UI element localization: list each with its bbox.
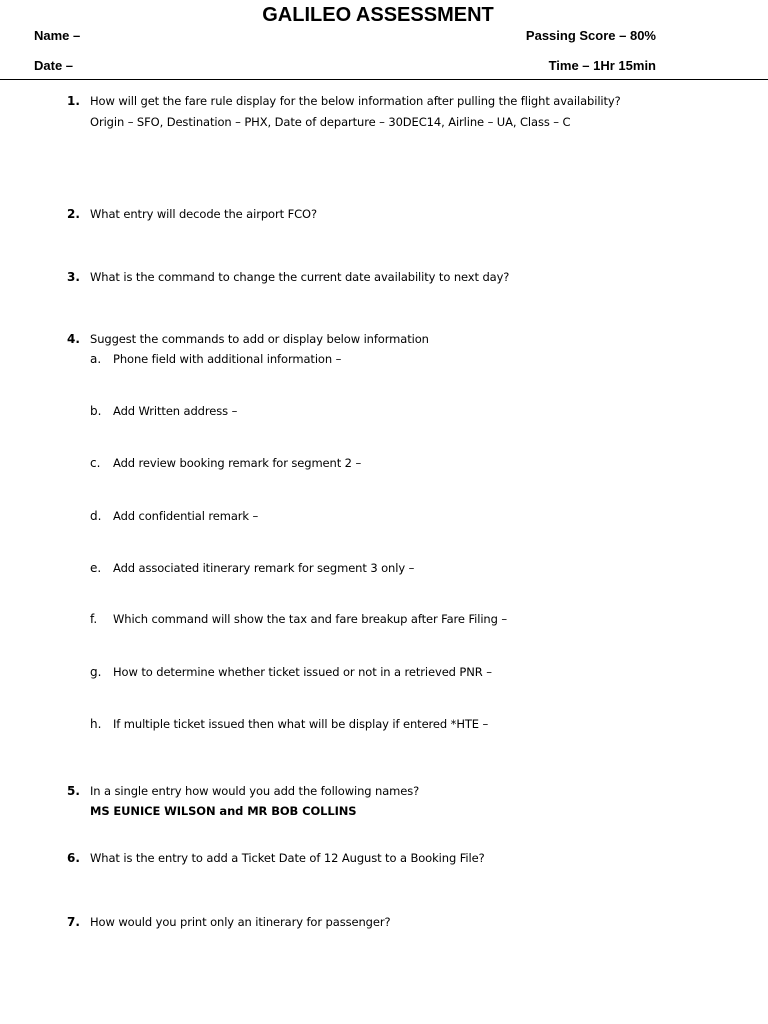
question-text: Suggest the commands to add or display below information — [90, 332, 429, 346]
question-detail: Origin – SFO, Destination – PHX, Date of departure – 30DEC14, Airline – UA, Class – C — [90, 115, 571, 129]
header-divider — [0, 79, 768, 80]
question-text: What is the command to change the current date availability to next day? — [90, 270, 510, 284]
sub-item-letter: a. — [90, 352, 102, 366]
question-text: How will get the fare rule display for the below information after pulling the flight availability? — [90, 94, 621, 108]
sub-item-text: How to determine whether ticket issued or not in a retrieved PNR – — [113, 665, 492, 679]
name-label: Name – — [34, 28, 81, 43]
sub-item-text: Add Written address – — [113, 404, 238, 418]
sub-item-letter: g. — [90, 665, 102, 679]
question-text: What entry will decode the airport FCO? — [90, 207, 317, 221]
question-number: 7. — [67, 915, 80, 929]
question-detail: MS EUNICE WILSON and MR BOB COLLINS — [90, 804, 357, 818]
question-text: In a single entry how would you add the following names? — [90, 784, 420, 798]
sub-item-letter: f. — [90, 612, 98, 626]
question-number: 3. — [67, 270, 80, 284]
question-number: 6. — [67, 851, 80, 865]
sub-item-text: Add associated itinerary remark for segment 3 only – — [113, 561, 415, 575]
sub-item-letter: e. — [90, 561, 102, 575]
sub-item-letter: h. — [90, 717, 102, 731]
sub-item-letter: d. — [90, 509, 102, 523]
sub-item-letter: b. — [90, 404, 102, 418]
question-text: How would you print only an itinerary for passenger? — [90, 915, 391, 929]
date-label: Date – — [34, 58, 74, 73]
sub-item-text: If multiple ticket issued then what will be display if entered *HTE – — [113, 717, 489, 731]
sub-item-text: Add review booking remark for segment 2 – — [113, 456, 362, 470]
question-number: 2. — [67, 207, 80, 221]
sub-item-text: Phone field with additional information – — [113, 352, 342, 366]
sub-item-text: Which command will show the tax and fare breakup after Fare Filing – — [113, 612, 508, 626]
question-number: 4. — [67, 332, 80, 346]
page-title: GALILEO ASSESSMENT — [262, 4, 494, 26]
passing-score: Passing Score – 80% — [525, 28, 656, 43]
question-number: 5. — [67, 784, 80, 798]
sub-item-text: Add confidential remark – — [113, 509, 259, 523]
time-limit: Time – 1Hr 15min — [548, 58, 656, 73]
sub-item-letter: c. — [90, 456, 101, 470]
question-text: What is the entry to add a Ticket Date of 12 August to a Booking File? — [90, 851, 485, 865]
question-number: 1. — [67, 94, 80, 108]
